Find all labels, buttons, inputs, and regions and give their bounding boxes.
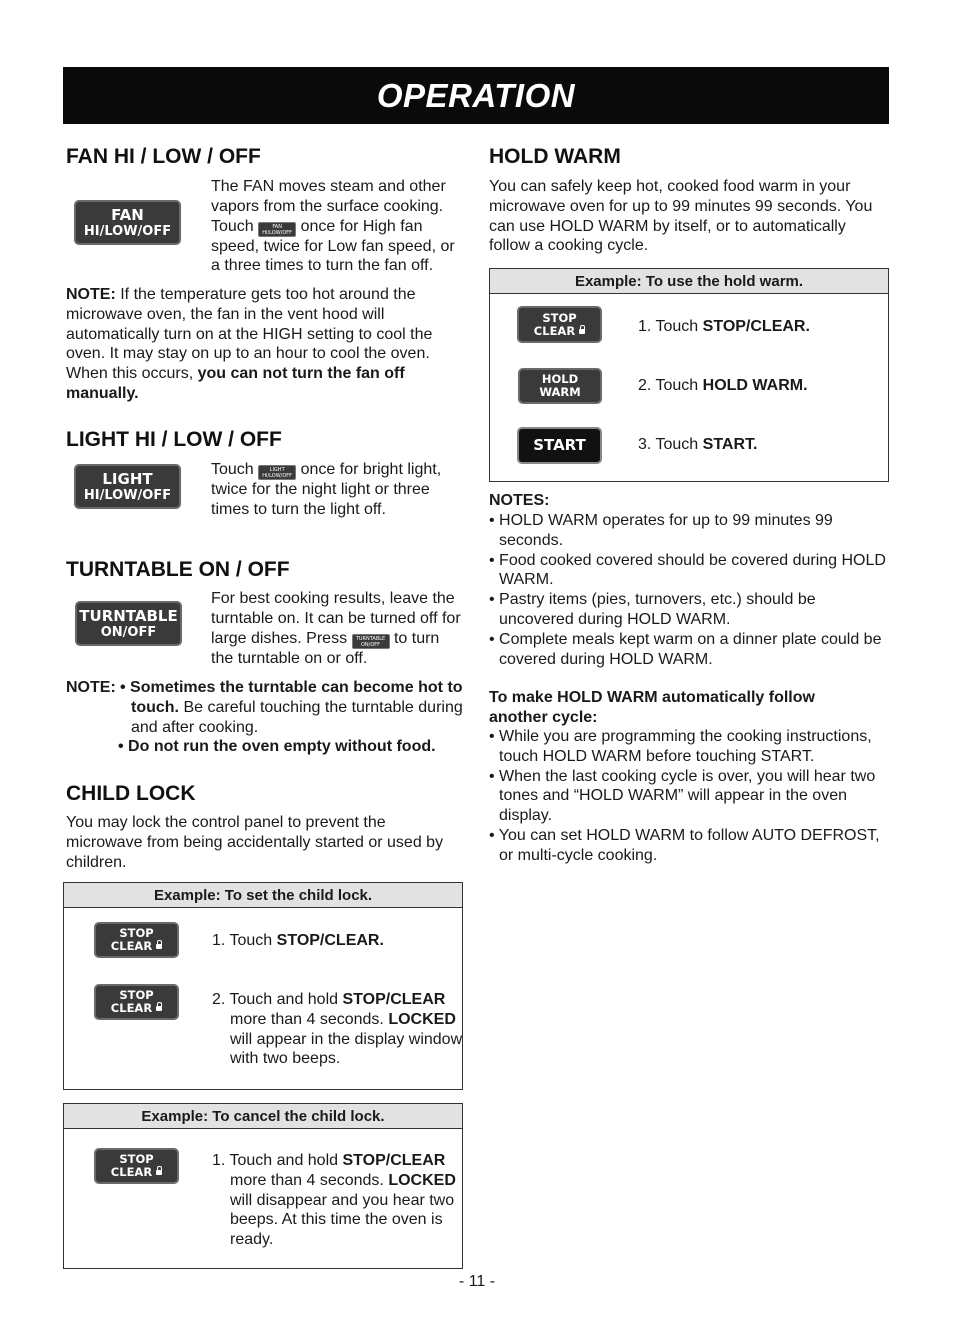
stop-label: STOP — [119, 1152, 154, 1166]
child-lock-section-title: CHILD LOCK — [66, 782, 196, 805]
fan-mini-button-icon: FAN HI/LOW/OFF — [258, 222, 296, 237]
hold-warm-intro: You can safely keep hot, cooked food warm in your microwave oven for up to 99 minutes 99 seconds. You can use HOLD WARM by itself, or to automatically follow a cooking cycle. — [489, 178, 873, 255]
stop-clear-button[interactable] — [94, 1148, 179, 1184]
hold-warm-button[interactable] — [518, 368, 602, 404]
fan-section-title: FAN HI / LOW / OFF — [66, 145, 261, 168]
fan-note — [66, 285, 461, 404]
fan-description — [211, 177, 463, 276]
light-text-b: once for bright light, twice for the night light or three times to turn the light off. — [211, 461, 442, 518]
list-item: • You can set HOLD WARM to follow AUTO DEFROST, or multi-cycle cooking. — [489, 826, 880, 864]
light-description — [211, 460, 463, 520]
start-label: START — [533, 436, 586, 454]
hold-step-1: 1. Touch STOP/CLEAR. — [638, 318, 810, 335]
header-banner — [63, 67, 889, 124]
turntable-section-title: TURNTABLE ON / OFF — [66, 558, 290, 581]
fan-note-bold: you can not turn the fan off manually. — [66, 365, 405, 402]
list-item: • Pastry items (pies, turnovers, etc.) should be uncovered during HOLD WARM. — [489, 591, 816, 628]
hold-warm-heading: Example: To use the hold warm. — [490, 269, 888, 294]
light-section-title: LIGHT HI / LOW / OFF — [66, 428, 282, 451]
stop-label: STOP — [119, 988, 154, 1002]
turntable-note1-bold: • Sometimes the turntable can become hot to touch. — [120, 679, 463, 716]
cancel-child-lock-heading: Example: To cancel the child lock. — [64, 1104, 462, 1129]
fan-note-label: NOTE: — [66, 286, 116, 303]
turntable-note-label: NOTE: — [66, 679, 116, 696]
light-button-line1: LIGHT — [102, 469, 153, 488]
list-item: • Food cooked covered should be covered during HOLD WARM. — [489, 551, 886, 589]
turntable-text-a: For best cooking results, leave the turntable on. It can be turned off for large dishes. Press — [211, 590, 461, 647]
turntable-description — [211, 589, 463, 668]
list-item: • Complete meals kept warm on a dinner plate could be covered during HOLD WARM. — [489, 630, 882, 668]
turntable-note2-bold: • Do not run the oven empty without food. — [118, 738, 436, 755]
hold-step-3: 3. Touch START. — [638, 436, 758, 453]
set-step-1: 1. Touch STOP/CLEAR. — [212, 932, 384, 949]
hold-warm-section-title: HOLD WARM — [489, 145, 621, 168]
fan-button-line2: HI/LOW/OFF — [83, 223, 172, 239]
page-title: OPERATION — [376, 76, 576, 114]
turntable-note-1 — [120, 678, 471, 737]
fan-text-b: once for High fan speed, twice for Low fan speed, or a three times to turn the fan off. — [211, 217, 455, 275]
turntable-note-2 — [118, 737, 463, 757]
stop-clear-button[interactable] — [517, 306, 602, 343]
fan-note-text: If the temperature gets too hot around the microwave oven, the fan in the vent hood will automatically turn on at the HIGH setting to cool the oven. It may stay on up to an hour to cool the oven. When this occurs, — [66, 286, 433, 383]
stop-clear-button[interactable] — [94, 922, 179, 958]
lock-icon — [156, 1170, 162, 1175]
cancel-step-1: 1. Touch and hold STOP/CLEAR more than 4 seconds. LOCKED will disappear and you hear two beeps. At this time the oven is ready. — [212, 1152, 456, 1249]
set-step-2: 2. Touch and hold STOP/CLEAR more than 4 seconds. LOCKED will appear in the display window with two beeps. — [212, 991, 463, 1068]
fan-text-a: The FAN moves steam and other vapors from the surface cooking. Touch — [211, 178, 446, 235]
light-button[interactable] — [74, 464, 181, 509]
hold-warm-auto-list — [489, 727, 889, 866]
stop-clear-button[interactable] — [94, 984, 179, 1020]
clear-label: CLEAR — [111, 1166, 162, 1179]
warm-label: WARM — [539, 385, 581, 399]
light-button-line2: HI/LOW/OFF — [83, 487, 172, 503]
child-lock-intro: You may lock the control panel to prevent the microwave from being accidentally started or used by children. — [66, 814, 444, 871]
clear-label: CLEAR — [534, 325, 585, 338]
hold-label: HOLD — [541, 372, 579, 386]
clear-label: CLEAR — [111, 940, 162, 953]
hold-warm-notes-list — [489, 511, 889, 669]
start-button[interactable] — [517, 427, 602, 464]
stop-label: STOP — [542, 310, 577, 325]
turntable-mini-button-icon: TURNTABLE ON/OFF — [352, 634, 390, 649]
hold-step-2: 2. Touch HOLD WARM. — [638, 377, 808, 394]
light-mini-button-icon: LIGHT HI/LOW/OFF — [258, 465, 296, 480]
lock-icon — [156, 944, 162, 949]
list-item: • HOLD WARM operates for up to 99 minutes 99 seconds. — [489, 512, 833, 549]
hold-warm-auto-title: To make HOLD WARM automatically follow another cycle: — [489, 689, 815, 726]
turntable-text-b: to turn the turntable on or off. — [211, 629, 440, 667]
clear-label: CLEAR — [111, 1002, 162, 1015]
lock-icon — [579, 329, 585, 334]
turntable-note1-text: Be careful touching the turntable during and after cooking. — [131, 698, 463, 736]
stop-label: STOP — [119, 926, 154, 940]
fan-button[interactable] — [74, 200, 181, 245]
list-item: • While you are programming the cooking instructions, touch HOLD WARM before touching START. — [489, 728, 872, 765]
list-item: • When the last cooking cycle is over, you will hear two tones and “HOLD WARM” will appear in the oven display. — [489, 767, 876, 825]
set-child-lock-heading: Example: To set the child lock. — [64, 883, 462, 908]
turntable-button-line2: ON/OFF — [100, 624, 157, 640]
page-number: - 11 - — [458, 1273, 496, 1290]
turntable-button-line1: TURNTABLE — [79, 606, 178, 625]
light-text-a: Touch — [211, 461, 254, 478]
fan-button-line1: FAN — [111, 205, 144, 224]
lock-icon — [156, 1006, 162, 1011]
hold-warm-notes-label: NOTES: — [489, 492, 550, 509]
turntable-button[interactable] — [75, 601, 182, 646]
